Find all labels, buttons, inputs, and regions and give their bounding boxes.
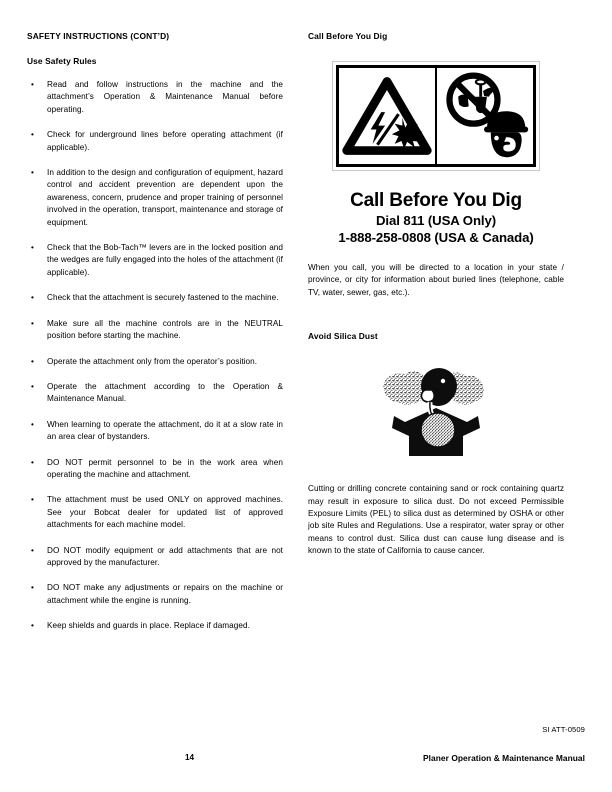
sign-panel-right bbox=[437, 68, 533, 164]
list-item bbox=[27, 129, 283, 154]
sign-inner-frame bbox=[336, 65, 536, 167]
bullet-icon: • bbox=[31, 318, 34, 328]
subsection-heading-use-safety-rules: Use Safety Rules bbox=[27, 56, 97, 66]
bullet-icon: • bbox=[31, 168, 34, 178]
dig-headline-line-1: Call Before You Dig bbox=[350, 190, 522, 211]
list-item-text: Check for underground lines before operating attachment (if applicable). bbox=[47, 130, 283, 152]
list-item bbox=[27, 419, 283, 444]
subsection-heading-call-before-you-dig: Call Before You Dig bbox=[308, 31, 388, 41]
dig-body-paragraph: When you call, you will be directed to a location in your state / province, or city for information about buried lines (telephone, cable TV, water, sewer, gas, etc.). bbox=[308, 263, 564, 297]
bullet-icon: • bbox=[31, 356, 34, 366]
dig-headline-line-2: Dial 811 (USA Only) bbox=[376, 213, 496, 228]
list-item bbox=[27, 79, 283, 116]
bullet-icon: • bbox=[31, 457, 34, 467]
bullet-icon: • bbox=[31, 381, 34, 391]
list-item-text: Operate the attachment according to the Operation & Maintenance Manual. bbox=[47, 381, 283, 404]
silica-body-paragraph: Cutting or drilling concrete containing sand or rock containing quartz may result in exposure to silica dust. Do not exceed Permissible Exposure Limits (PEL) to silica dust as determined by OSHA or other job site Rules and Regulations. Use a respirator, water spray or other means to control dust. Silica dust can cause lung disease and is known to the state of California to cause cancer. bbox=[308, 484, 564, 556]
page-title: SAFETY INSTRUCTIONS (CONT’D) bbox=[27, 31, 170, 41]
bullet-icon: • bbox=[31, 243, 34, 253]
bullet-icon: • bbox=[31, 545, 34, 555]
list-item-text: The attachment must be used ONLY on approved machines. See your Bobcat dealer for updated list of approved attachments for each machine model. bbox=[47, 495, 283, 530]
hardhat-worker-phone-icon bbox=[484, 111, 528, 157]
bullet-icon: • bbox=[31, 80, 34, 89]
electric-shock-warning-triangle-icon bbox=[339, 68, 435, 164]
bullet-icon: • bbox=[31, 495, 34, 505]
right-column bbox=[308, 30, 564, 558]
footer-page-number: 14 bbox=[185, 753, 195, 762]
subsection-heading-avoid-silica-dust: Avoid Silica Dust bbox=[308, 331, 378, 342]
bullet-icon: • bbox=[31, 621, 34, 631]
bullet-icon: • bbox=[31, 419, 34, 429]
list-item-text: DO NOT make any adjustments or repairs on the machine or attachment while the engine is running. bbox=[47, 583, 283, 605]
list-item bbox=[27, 167, 283, 229]
footer bbox=[27, 753, 585, 767]
list-item bbox=[27, 494, 283, 531]
safety-rules-list bbox=[27, 79, 283, 633]
list-item-text: Keep shields and guards in place. Replace if damaged. bbox=[47, 621, 250, 631]
list-item bbox=[27, 292, 283, 304]
sign-panel-left bbox=[339, 68, 437, 164]
dig-headline-line-3: 1-888-258-0808 (USA & Canada) bbox=[338, 230, 534, 245]
silica-dust-figure bbox=[308, 364, 564, 461]
list-item bbox=[27, 620, 283, 632]
list-item bbox=[27, 381, 283, 406]
list-item bbox=[27, 457, 283, 482]
no-dig-and-call-icon-group bbox=[437, 68, 533, 164]
sign-outer-frame bbox=[332, 61, 540, 171]
call-before-you-dig-headline bbox=[308, 189, 564, 246]
list-item-text: Check that the Bob-Tach™ levers are in the locked position and the wedges are fully engaged into the holes of the attachment (if applicable). bbox=[47, 243, 283, 277]
list-item-text: Make sure all the machine controls are in the NEUTRAL position before starting the machine. bbox=[47, 318, 283, 341]
footer-document-code: SI ATT-0509 bbox=[542, 725, 585, 734]
no-digging-prohibition-icon bbox=[449, 76, 497, 124]
footer-manual-title: Planer Operation & Maintenance Manual bbox=[423, 753, 585, 763]
list-item bbox=[27, 356, 283, 368]
respirator-worker-dust-icon bbox=[381, 364, 491, 461]
list-item-text: In addition to the design and configuration of equipment, hazard control and accident prevention are dependent upon the awareness, concern, prudence and proper training of personnel involved in the operation, transport, maintenance and storage of equipment. bbox=[47, 168, 283, 227]
bullet-icon: • bbox=[31, 293, 34, 303]
list-item bbox=[27, 318, 283, 343]
list-item-text: When learning to operate the attachment, do it at a slow rate in an area clear of bystanders. bbox=[47, 419, 283, 442]
bullet-icon: • bbox=[31, 583, 34, 593]
list-item bbox=[27, 242, 283, 279]
list-item bbox=[27, 545, 283, 570]
list-item-text: Read and follow instructions in the machine and the attachment’s Operation & Maintenance Manual before operating. bbox=[47, 80, 283, 114]
call-before-you-dig-sign bbox=[308, 61, 564, 171]
list-item bbox=[27, 582, 283, 607]
list-item-text: Check that the attachment is securely fastened to the machine. bbox=[47, 293, 279, 303]
list-item-text: DO NOT permit personnel to be in the work area when operating the machine and attachment. bbox=[47, 457, 283, 479]
left-column bbox=[27, 30, 283, 633]
list-item-text: Operate the attachment only from the operator’s position. bbox=[47, 356, 258, 366]
bullet-icon: • bbox=[31, 130, 34, 140]
list-item-text: DO NOT modify equipment or add attachments that are not approved by the manufacturer. bbox=[47, 545, 283, 567]
